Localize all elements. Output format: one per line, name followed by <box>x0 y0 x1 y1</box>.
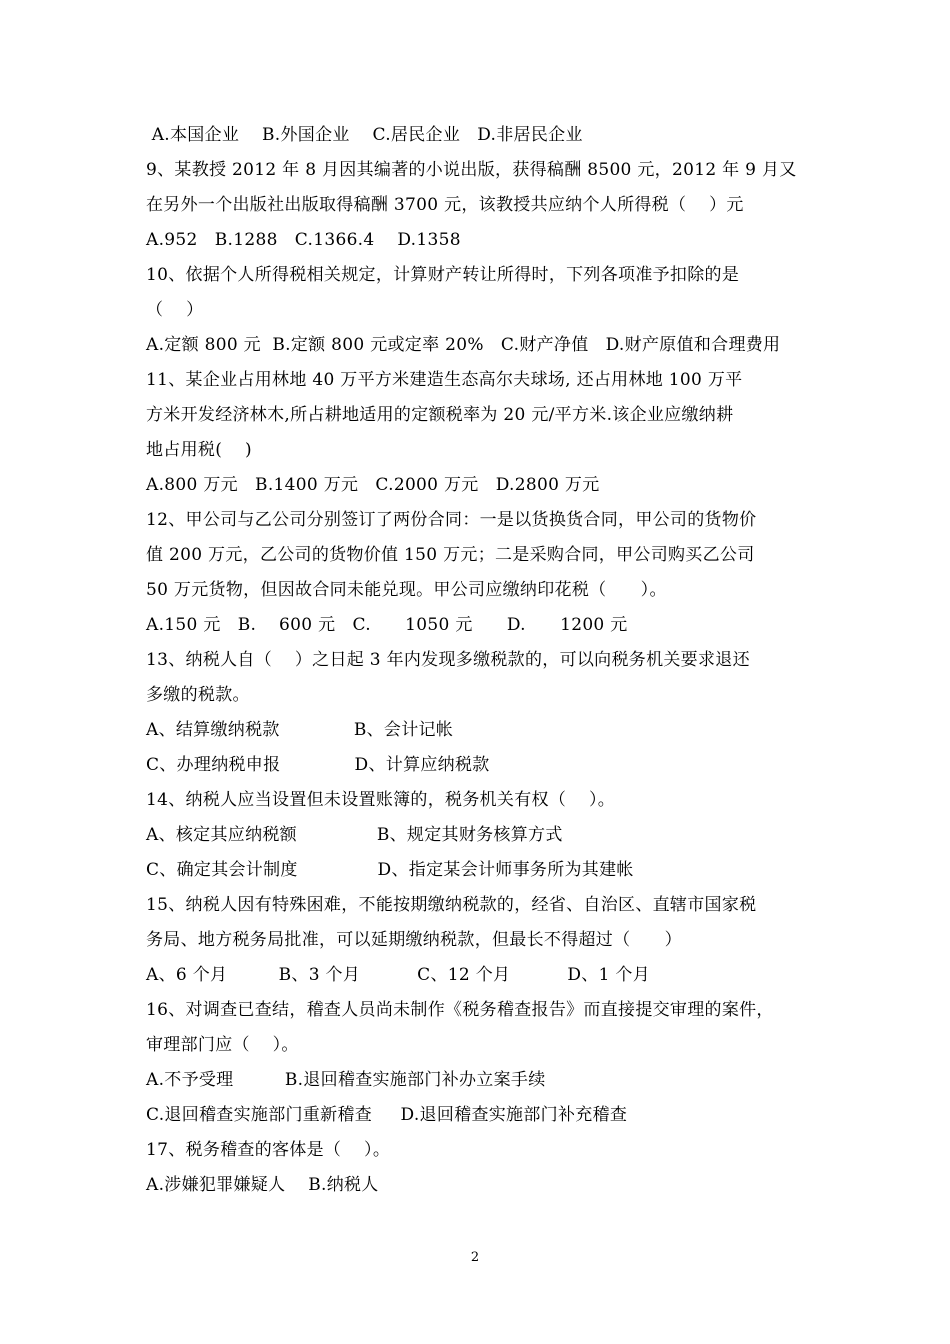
text-line: 16、对调查已查结，稽查人员尚未制作《税务稽查报告》而直接提交审理的案件， <box>146 1000 774 1020</box>
text-line: A、6 个月 B、3 个月 C、12 个月 D、1 个月 <box>146 965 651 985</box>
text-line: A.定额 800 元 B.定额 800 元或定率 20% C.财产净值 D.财产原值和合理费用 <box>146 335 781 355</box>
text-line: 审理部门应（ ）。 <box>146 1035 299 1055</box>
page-number: 2 <box>470 1250 480 1265</box>
text-line: 15、纳税人因有特殊困难，不能按期缴纳税款的，经省、自治区、直辖市国家税 <box>146 895 757 915</box>
text-line: A.952 B.1288 C.1366.4 D.1358 <box>146 230 461 250</box>
text-line: 9、某教授 2012 年 8 月因其编著的小说出版，获得稿酬 8500 元，2012 年 9 月又 <box>146 160 797 180</box>
text-line: A.不予受理 B.退回稽查实施部门补办立案手续 <box>146 1070 546 1090</box>
text-line: A、核定其应纳税额 B、规定其财务核算方式 <box>146 825 563 845</box>
text-line: 12、甲公司与乙公司分别签订了两份合同：一是以货换货合同，甲公司的货物价 <box>146 510 757 530</box>
text-line: A.涉嫌犯罪嫌疑人 B.纳税人 <box>146 1175 379 1195</box>
text-line: C、办理纳税申报 D、计算应纳税款 <box>146 755 490 775</box>
text-line: 10、依据个人所得税相关规定，计算财产转让所得时，下列各项准予扣除的是 <box>146 265 740 285</box>
text-line: 在另外一个出版社出版取得稿酬 3700 元，该教授共应纳个人所得税（ ）元 <box>146 195 744 215</box>
text-line: 13、纳税人自（ ）之日起 3 年内发现多缴税款的，可以向税务机关要求退还 <box>146 650 750 670</box>
text-line: 50 万元货物，但因故合同未能兑现。甲公司应缴纳印花税（ ）。 <box>146 580 667 600</box>
text-line: （ ） <box>146 300 204 320</box>
text-line: A、结算缴纳税款 B、会计记帐 <box>146 720 454 740</box>
text-line: 地占用税( ) <box>146 440 252 460</box>
text-line: A.150 元 B. 600 元 C. 1050 元 D. 1200 元 <box>146 615 628 635</box>
text-line: 方米开发经济林木,所占耕地适用的定额税率为 20 元/平方米.该企业应缴纳耕 <box>146 405 734 425</box>
text-line: A.800 万元 B.1400 万元 C.2000 万元 D.2800 万元 <box>146 475 600 495</box>
text-line: 14、纳税人应当设置但未设置账簿的，税务机关有权（ ）。 <box>146 790 616 810</box>
text-line: 11、某企业占用林地 40 万平方米建造生态高尔夫球场, 还占用林地 100 万平 <box>146 370 743 390</box>
text-line: 务局、地方税务局批准，可以延期缴纳税款，但最长不得超过（ ） <box>146 930 682 950</box>
text-line: A.本国企业 B.外国企业 C.居民企业 D.非居民企业 <box>146 125 583 145</box>
text-line: 值 200 万元，乙公司的货物价值 150 万元；二是采购合同，甲公司购买乙公司 <box>146 545 755 565</box>
text-line: C、确定其会计制度 D、指定某会计师事务所为其建帐 <box>146 860 634 880</box>
text-line: C.退回稽查实施部门重新稽查 D.退回稽查实施部门补充稽查 <box>146 1105 628 1125</box>
text-line: 17、税务稽查的客体是（ ）。 <box>146 1140 391 1160</box>
text-line: 多缴的税款。 <box>146 685 250 705</box>
